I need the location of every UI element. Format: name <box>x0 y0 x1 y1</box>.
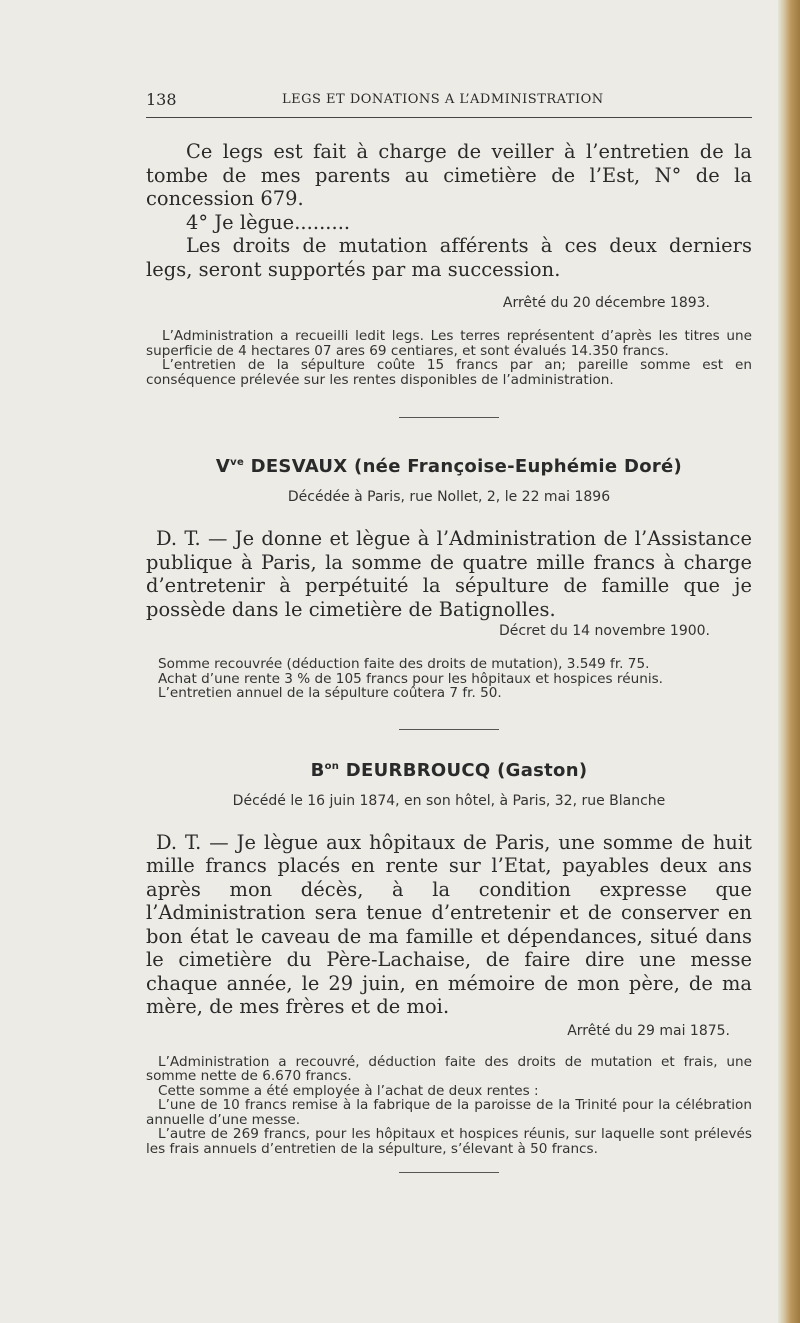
entry-1-reference: Décret du 14 novembre 1900. <box>498 623 710 639</box>
page-edge <box>778 0 800 1323</box>
section-separator <box>399 729 499 730</box>
entry-1-text: D. T. — Je donne et lègue à l’Administration de l’Assistance publique à Paris, la somme de quatre mille francs à charge d’entretenir à perpétuité la sépulture de famille que je possède dans le cimetière de Batignolles. <box>146 527 752 621</box>
entry-2-note-3: L’une de 10 francs remise à la fabrique de la paroisse de la Trinité pour la célébration annuelle d’une messe. <box>146 1097 752 1128</box>
intro-note-2: L’entretien de la sépulture coûte 15 francs par an; pareille somme est en conséquence prélevée sur les rentes disponibles de l’administration. <box>146 357 752 388</box>
entry-2-note-1: L’Administration a recouvré, déduction faite des droits de mutation et frais, une somme nette de 6.670 francs. <box>146 1053 752 1084</box>
entry-2-note-2: Cette somme a été employée à l’achat de deux rentes : <box>158 1082 539 1099</box>
entry-2-subtitle: Décédé le 16 juin 1874, en son hôtel, à Paris, 32, rue Blanche <box>232 792 666 809</box>
entry-2-reference: Arrêté du 29 mai 1875. <box>567 1022 730 1039</box>
intro-paragraph-2: 4° Je lègue......... <box>186 210 351 234</box>
entry-2-note-4: L’autre de 269 francs, pour les hôpitaux et hospices réunis, sur laquelle sont prélevés les frais annuels d’entretien de la sépulture, s’élevant à 50 francs. <box>146 1126 752 1157</box>
page-header <box>146 88 752 112</box>
entry-1-note-3: L’entretien annuel de la sépulture coûtera 7 fr. 50. <box>158 685 502 701</box>
page-number: 138 <box>146 90 177 109</box>
intro-reference: Arrêté du 20 décembre 1893. <box>502 295 710 311</box>
page-content <box>146 140 752 1173</box>
entry-1-subtitle: Décédée à Paris, rue Nollet, 2, le 22 mai 1896 <box>287 489 611 505</box>
entry-2-text: D. T. — Je lègue aux hôpitaux de Paris, une somme de huit mille francs placés en rente sur l’Etat, payables deux ans après mon décès, à la condition expresse que l’Administration sera tenue d’entretenir et de conserver en bon état le caveau de ma famille et dépendances, situé dans le cimetière du Père-Lachaise, de faire dire une messe chaque année, le 29 juin, en mémoire de mon père, de ma mère, de mes frères et de moi. <box>146 830 752 1018</box>
intro-paragraph-1: Ce legs est fait à charge de veiller à l’entretien de la tombe de mes parents au cimetière de l’Est, N° de la concession 679. <box>146 140 752 210</box>
entry-1-note-2: Achat d’une rente 3 % de 105 francs pour les hôpitaux et hospices réunis. <box>158 670 663 687</box>
intro-paragraph-3: Les droits de mutation afférents à ces deux derniers legs, seront supportés par ma succession. <box>146 234 752 281</box>
intro-note-1: L’Administration a recueilli ledit legs. Les terres représentent d’après les titres une superficie de 4 hectares 07 ares 69 centiares, et sont évalués 14.350 francs. <box>146 328 752 359</box>
section-separator <box>399 1172 499 1173</box>
running-head: LEGS ET DONATIONS A L’ADMINISTRATION <box>282 92 604 107</box>
entry-1-title: $V^{ve}$ DESVAUX (née Françoise-Euphémie Doré) <box>215 456 683 477</box>
section-separator <box>399 417 499 418</box>
entry-1-note-1: Somme recouvrée (déduction faite des droits de mutation), 3.549 fr. 75. <box>158 656 650 672</box>
header-rule <box>146 117 752 118</box>
entry-2-title: $B^{on}$ DEURBROUCQ (Gaston) <box>310 759 588 781</box>
